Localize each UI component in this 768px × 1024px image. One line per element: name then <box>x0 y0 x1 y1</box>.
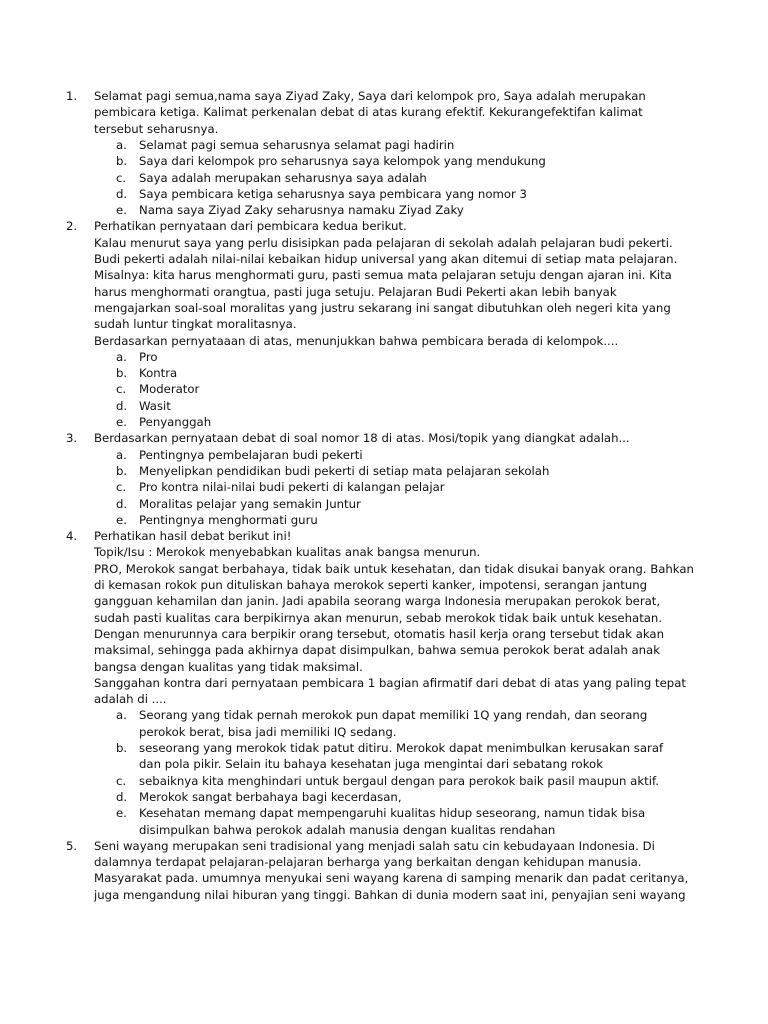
option-text-line: Pro kontra nilai-nilai budi pekerti di kalangan pelajar <box>139 480 445 495</box>
question-text-line: Topik/Isu : Merokok menyebabkan kualitas anak bangsa menurun. <box>94 545 481 560</box>
question-text-line: Berdasarkan pernyataan debat di soal nomor 18 di atas. Mosi/topik yang diangkat adalah... <box>94 431 630 446</box>
question-text-line: Dengan menurunnya cara berpikir orang tersebut, otomatis hasil kerja orang tersebut tidak akan <box>94 626 664 641</box>
option-text-line: Saya pembicara ketiga seharusnya saya pembicara yang nomor 3 <box>139 186 527 201</box>
option-text-line: Wasit <box>139 398 171 413</box>
question-text-line: Sanggahan kontra dari pernyataan pembicara 1 bagian afirmatif dari debat di atas yang paling tepat <box>94 675 686 690</box>
option-letter: a. <box>116 447 127 462</box>
question-text-line: Selamat pagi semua,nama saya Ziyad Zaky, Saya dari kelompok pro, Saya adalah merupakan <box>94 89 646 103</box>
question-text-line: maksimal, sehingga pada akhirnya dapat disimpulkan, bahwa semua perokok berat adalah anak <box>94 643 660 658</box>
question-text-line: mengajarkan soal-soal moralitas yang justru sekarang ini sangat dibutuhkan oleh negeri kita yang <box>94 300 671 315</box>
option-letter: a. <box>116 137 127 152</box>
option-letter: c. <box>116 480 127 495</box>
option-letter: e. <box>116 806 127 821</box>
question-text-line: di kemasan rokok pun dituliskan bahaya merokok seperti kanker, impotensi, serangan jantung <box>94 578 648 592</box>
option-text-line: Kesehatan memang dapat mempengaruhi kualitas hidup seseorang, namun tidak bisa <box>139 806 646 821</box>
question-text-line: sudah luntur tingkat moralitasnya. <box>94 317 297 332</box>
question-text-line: harus menghormati orangtua, pasti juga setuju. Pelajaran Budi Pekerti akan lebih banyak <box>94 284 617 299</box>
option-text-line: Merokok sangat berbahaya bagi kecerdasan, <box>139 789 402 804</box>
question-text-line: Berdasarkan pernyataaan di atas, menunjukkan bahwa pembicara berada di kelompok.... <box>94 333 619 348</box>
option-letter: a. <box>116 708 127 723</box>
question-text-line: Masyarakat pada. umumnya menyukai seni wayang karena di samping menarik dan padat ceritanya, <box>94 871 689 886</box>
option-text-line: Moderator <box>139 382 200 397</box>
option-letter: d. <box>116 186 128 201</box>
option-text-line: Kontra <box>139 366 178 381</box>
option-letter: e. <box>116 203 127 218</box>
question-text-line: adalah di .... <box>94 692 167 707</box>
option-letter: d. <box>116 496 128 511</box>
question-number: 1. <box>66 89 78 103</box>
option-letter: d. <box>116 789 128 804</box>
option-text-line: Menyelipkan pendidikan budi pekerti di setiap mata pelajaran sekolah <box>139 463 550 478</box>
option-text-line: Seorang yang tidak pernah merokok pun dapat memiliki 1Q yang rendah, dan seorang <box>139 708 648 723</box>
option-letter: c. <box>116 382 127 397</box>
option-letter: b. <box>116 463 128 478</box>
option-text-line: Nama saya Ziyad Zaky seharusnya namaku Ziyad Zaky <box>139 203 464 218</box>
question-text-line: Misalnya: kita harus menghormati guru, pasti semua mata pelajaran setuju dengan ajaran ini. Kita <box>94 268 672 283</box>
option-letter: d. <box>116 398 128 413</box>
question-text-line: juga mengandung nilai hiburan yang tinggi. Bahkan di dunia modern saat ini, penyajian seni wayang <box>94 887 686 902</box>
question-text-line: dalamnya terdapat pelajaran-pelajaran berharga yang berkaitan dengan kehidupan manusia. <box>94 855 642 870</box>
option-text-line: sebaiknya kita menghindari untuk bergaul dengan para perokok baik pasil maupun aktif. <box>139 773 659 788</box>
question-text-line: Seni wayang merupakan seni tradisional yang menjadi salah satu cin kebudayaan Indonesia. Di <box>94 838 655 853</box>
option-text-line: dan pola pikir. Selain itu bahaya kesehatan juga mengintai dari sebatang rokok <box>139 757 603 772</box>
question-text-line: pembicara ketiga. Kalimat perkenalan debat di atas kurang efektif. Kekurangefektifan kalimat <box>94 105 643 120</box>
option-text-line: disimpulkan bahwa perokok adalah manusia dengan kualitas rendahan <box>139 822 556 837</box>
option-letter: b. <box>116 366 128 381</box>
question-text-line: Perhatikan pernyataan dari pembicara kedua berikut. <box>94 219 407 234</box>
option-text-line: Selamat pagi semua seharusnya selamat pagi hadirin <box>139 137 455 152</box>
question-text-line: tersebut seharusnya. <box>94 121 219 136</box>
question-number: 2. <box>66 219 78 234</box>
option-letter: b. <box>116 154 128 169</box>
option-text-line: Pentingnya menghormati guru <box>139 512 318 527</box>
question-text-line: sudah pasti kualitas cara berpikirnya akan menurun, sebab merokok tidak baik untuk kesehatan. <box>94 610 663 625</box>
question-number: 4. <box>66 529 78 544</box>
option-letter: e. <box>116 512 127 527</box>
question-text-line: Perhatikan hasil debat berikut ini! <box>94 529 292 544</box>
option-letter: c. <box>116 170 127 185</box>
question-text-line: Kalau menurut saya yang perlu disisipkan pada pelajaran di sekolah adalah pelajaran budi pekerti. <box>94 235 673 250</box>
option-text-line: Saya adalah merupakan seharusnya saya adalah <box>139 170 427 185</box>
question-text-line: bangsa dengan kualitas yang tidak maksimal. <box>94 659 363 674</box>
option-text-line: seseorang yang merokok tidak patut ditiru. Merokok dapat menimbulkan kerusakan saraf <box>139 741 664 755</box>
option-text-line: Saya dari kelompok pro seharusnya saya kelompok yang mendukung <box>139 154 546 169</box>
question-text-line: PRO, Merokok sangat berbahaya, tidak baik untuk kesehatan, dan tidak disukai banyak orang. Bahkan <box>94 561 694 576</box>
question-number: 3. <box>66 431 78 446</box>
option-text-line: Pro <box>139 349 158 364</box>
question-text-line: gangguan kehamilan dan janin. Jadi apabila seorang warga Indonesia merupakan perokok berat, <box>94 594 661 609</box>
option-text-line: Penyanggah <box>139 415 212 429</box>
question-text-line: Budi pekerti adalah nilai-nilai kebaikan hidup universal yang akan ditemui di setiap mata pelajaran. <box>94 252 678 266</box>
option-letter: e. <box>116 415 127 429</box>
option-letter: c. <box>116 773 127 788</box>
option-text-line: Pentingnya pembelajaran budi pekerti <box>139 447 363 462</box>
question-number: 5. <box>66 838 78 853</box>
option-text-line: perokok berat, bisa jadi memiliki IQ sedang. <box>139 724 397 739</box>
option-letter: b. <box>116 741 128 755</box>
option-text-line: Moralitas pelajar yang semakin Juntur <box>139 496 361 511</box>
option-letter: a. <box>116 349 127 364</box>
